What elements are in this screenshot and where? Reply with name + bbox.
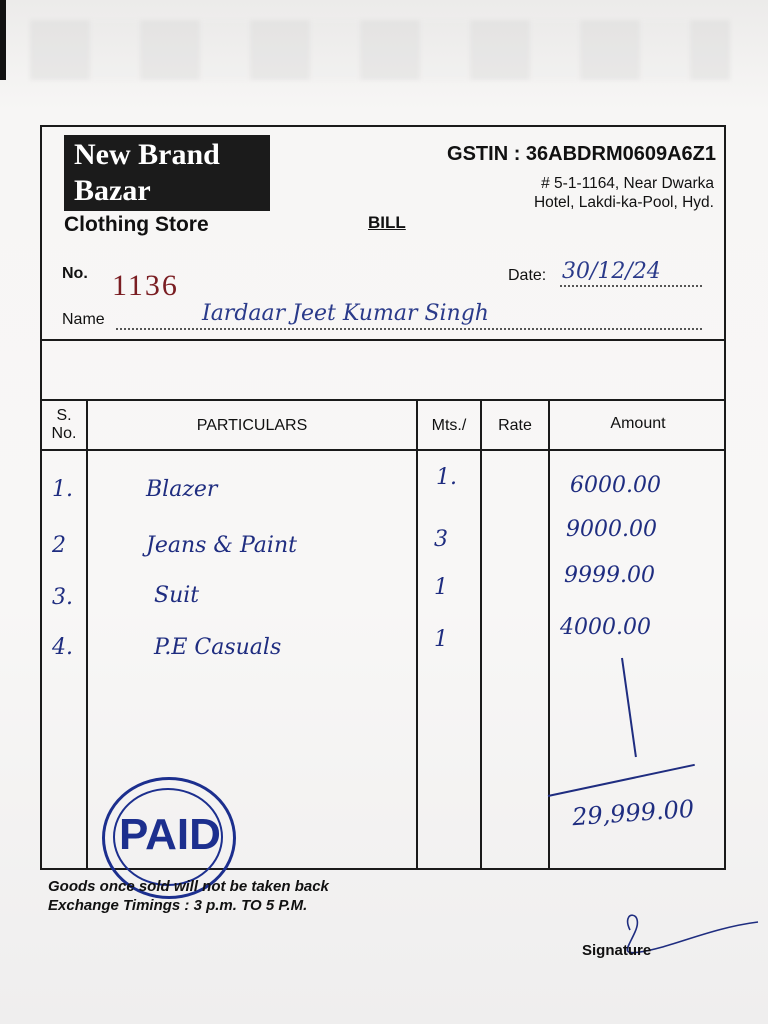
total-rule (548, 764, 695, 797)
col-rule (548, 399, 550, 870)
row-3-sno: 3. (52, 585, 73, 610)
date-label: Date: (508, 267, 547, 284)
row-4-mts: 1 (434, 627, 448, 652)
divider (42, 339, 724, 341)
paper-streak (30, 20, 730, 80)
col-rule (86, 399, 88, 870)
bill-title: BILL (368, 213, 406, 232)
date-value: 30/12/24 (562, 259, 661, 284)
table-top-rule (42, 399, 724, 401)
row-2-mts: 3 (434, 527, 448, 552)
row-4-amount: 4000.00 (560, 615, 651, 640)
bill-form (40, 125, 726, 870)
address-line-1: # 5-1-1164, Near Dwarka (541, 175, 714, 192)
total-amount: 29,999.00 (571, 794, 695, 832)
paper-edge (0, 0, 6, 80)
row-2-amount: 9000.00 (566, 517, 657, 542)
header-mts: Mts./ (431, 417, 467, 434)
footer-note-2: Exchange Timings : 3 p.m. TO 5 P.M. (48, 897, 308, 914)
table-header-rule (42, 449, 724, 451)
store-subtitle: Clothing Store (64, 213, 209, 236)
customer-name: Iardaar Jeet Kumar Singh (202, 301, 489, 326)
row-2-particular: Jeans & Paint (146, 533, 297, 558)
row-4-sno: 4. (52, 635, 73, 660)
signature-scribble (600, 910, 760, 970)
row-1-sno: 1. (52, 477, 73, 502)
name-label: Name (62, 311, 105, 328)
brand-line-2: Bazar (74, 174, 151, 207)
row-1-amount: 6000.00 (570, 473, 661, 498)
header-amount: Amount (610, 415, 666, 432)
bill-no-label: No. (62, 265, 88, 282)
brand-line-1: New Brand (74, 138, 220, 171)
row-4-particular: P.E Casuals (154, 635, 282, 660)
row-1-mts: 1. (436, 465, 457, 490)
name-dotted-line (116, 328, 702, 330)
row-3-particular: Suit (154, 583, 200, 608)
signature-label: Signature (582, 942, 652, 959)
gstin: GSTIN : 36ABDRM0609A6Z1 (447, 143, 716, 165)
header-rate: Rate (498, 417, 532, 434)
address-line-2: Hotel, Lakdi-ka-Pool, Hyd. (533, 194, 714, 211)
date-dotted-line (560, 285, 702, 287)
row-2-sno: 2 (52, 533, 66, 558)
col-rule (480, 399, 482, 870)
col-rule (416, 399, 418, 870)
row-1-particular: Blazer (146, 477, 218, 502)
arrow-line (621, 658, 637, 757)
row-3-mts: 1 (434, 575, 448, 600)
header-particulars: PARTICULARS (196, 417, 308, 434)
brand-logo (64, 135, 270, 211)
bill-no-value: 1136 (112, 269, 179, 302)
stamp-text: PAID (119, 810, 221, 859)
footer-note-1: Goods once sold will not be taken back (48, 878, 329, 895)
header-sno: S. No. (51, 407, 77, 442)
row-3-amount: 9999.00 (564, 563, 655, 588)
